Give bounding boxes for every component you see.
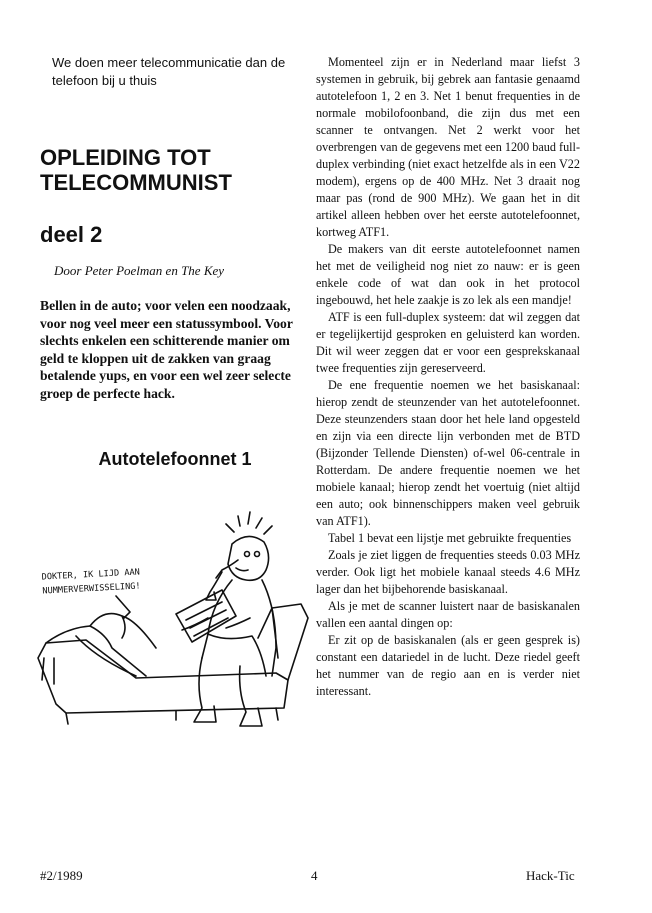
tagline: We doen meer telecommunicatie dan de telefoon bij u thuis [52,55,286,88]
body-paragraph: De makers van dit eerste autotelefoonnet namen het met de veiligheid nog niet zo nauw: er is geen enkele code of wat dan ook in het protocol ingebouwd, het hele zaakje is zo lek als een mandje! [316,242,580,307]
publication-name: Hack-Tic [526,868,575,883]
body-paragraph: ATF is een full-duplex systeem: dat wil zeggen dat er tegelijkertijd gesproken en geluisterd kan worden. Dit wil weer zeggen dat er voor een gesprekskanaal twee frequenties zijn gereserveerd. [316,310,580,375]
byline: Door Peter Poelman en The Key [54,263,225,278]
body-paragraph: Tabel 1 bevat een lijstje met gebruikte frequenties [328,531,572,545]
body-paragraph: Zoals je ziet liggen de frequenties steeds 0.03 MHz verder. Ook ligt het mobiele kanaal steeds 4.6 MHz lager dan het bijbehorende basiskanaal. [316,548,580,596]
speech-line-1: DOKTER, IK LIJD AAN [41,567,141,583]
body-paragraph: Momenteel zijn er in Nederland maar liefst 3 systemen in gebruik, bij gebrek aan fantasie genaamd autotelefoon 1, 2 en 3. Net 1 benut frequenties in de normale mobilofoonband, die zijn dus met een scanner te ontvangen. Net 2 werkt voor het overbrengen van de gegevens met een 1200 baud full-duplex verbinding (niet exact hetzelfde als in een V22 modem), ergens op de 400 MHz. Net 3 draait nog maar pas (rond de 900 MHz). We gaan het in dit artikel alleen hebben over het eerste autotelefoonnet, kortweg ATF1. [316,55,580,239]
page-number: 4 [311,868,318,883]
body-paragraph: Als je met de scanner luistert naar de basiskanalen vallen een aantal dingen op: [316,599,580,630]
cartoon-speech [41,565,141,598]
article-title: OPLEIDING TOT TELECOMMUNIST [40,145,232,195]
section-heading: Autotelefoonnet 1 [98,449,252,469]
body-paragraph: De ene frequentie noemen we het basiskanaal: hierop zendt de steunzender van het autotelefoonnet. Deze steunzenders staan door het hele land opgesteld en zijn via een directe lijn verbonden met de BTD (Bijzonder Tellende Diensten) of-wel 06-centrale in Rotterdam. De andere frequentie noemen we het mobiele kanaal; hierop zendt het voertuig (niet altijd een auto; ook binnenschippers maken veel gebruik van ATF1). [316,378,580,528]
article-part: deel 2 [40,222,103,247]
issue-number: #2/1989 [40,868,83,883]
body-paragraph: Er zit op de basiskanalen (als er geen gesprek is) constant een datariedel in de lucht. Deze riedel geeft het nummer van de regio aan en is verder niet interessant. [316,633,580,698]
intro-paragraph: Bellen in de auto; voor velen een noodzaak, voor nog veel meer een statussymbool. Voor slechts enkelen een schitterende manier om geld te kloppen uit de zakken van graag betalende yups, en voor een wel zeer selecte groep de perfecte hack. [40,298,293,401]
speech-line-2: NUMMERVERWISSELING! [42,581,141,597]
cartoon-illustration [26,508,326,750]
body-column [316,54,580,700]
